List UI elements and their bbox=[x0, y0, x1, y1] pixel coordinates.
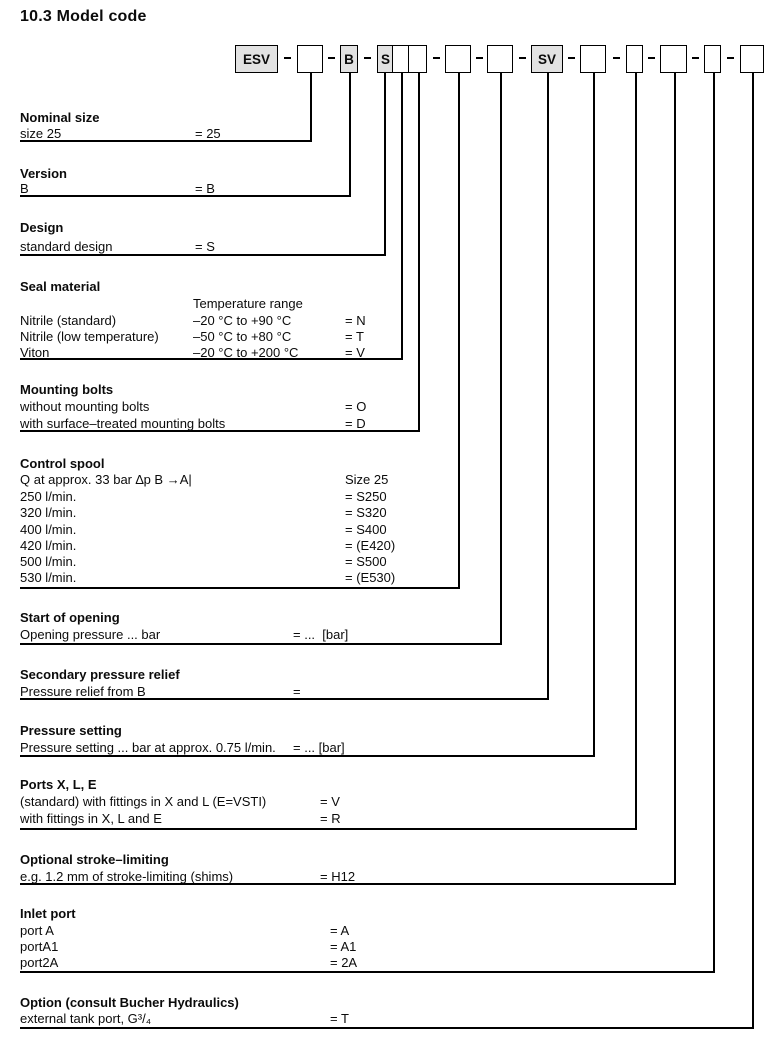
row-label: 530 l/min. bbox=[20, 570, 77, 585]
row-label: 250 l/min. bbox=[20, 489, 77, 504]
model-code-cell-sv: SV bbox=[531, 45, 563, 73]
code-separator-dash bbox=[613, 57, 620, 59]
row-code-value: = V bbox=[345, 345, 365, 360]
section-rule bbox=[20, 1027, 754, 1029]
section-rule bbox=[20, 140, 312, 142]
row-label: e.g. 1.2 mm of stroke-limiting (shims) bbox=[20, 869, 234, 884]
row-code-value: = T bbox=[330, 1011, 349, 1026]
section-title: Start of opening bbox=[20, 610, 120, 625]
code-separator-dash bbox=[727, 57, 734, 59]
row-temperature-range: –20 °C to +90 °C bbox=[193, 313, 292, 328]
model-code-cell-blank bbox=[392, 45, 410, 73]
row-code-value: = ... [bar] bbox=[293, 740, 345, 755]
section-title: Version bbox=[20, 166, 67, 181]
page-title: 10.3 Model code bbox=[20, 8, 147, 25]
row-label: 420 l/min. bbox=[20, 538, 77, 553]
section-title: Option (consult Bucher Hydraulics) bbox=[20, 995, 239, 1010]
connector-line bbox=[635, 73, 637, 830]
model-code-cell-blank bbox=[740, 45, 764, 73]
section-title: Seal material bbox=[20, 279, 101, 294]
row-label: B bbox=[20, 181, 29, 196]
section-title: Secondary pressure relief bbox=[20, 667, 180, 682]
row-code-value: = S250 bbox=[345, 489, 387, 504]
row-code-value: = N bbox=[345, 313, 366, 328]
row-code-value: = (E420) bbox=[345, 538, 396, 553]
code-separator-dash bbox=[433, 57, 440, 59]
model-code-cell-esv: ESV bbox=[235, 45, 278, 73]
row-label: 400 l/min. bbox=[20, 522, 77, 537]
row-label: size 25 bbox=[20, 126, 62, 141]
row-label: Pressure relief from B bbox=[20, 684, 146, 699]
connector-line bbox=[384, 73, 386, 256]
model-code-cell-blank bbox=[487, 45, 513, 73]
connector-line bbox=[752, 73, 754, 1029]
row-label: port A bbox=[20, 923, 54, 938]
section-title: Nominal size bbox=[20, 110, 100, 125]
connector-line bbox=[500, 73, 502, 645]
row-code-value: = bbox=[293, 684, 301, 699]
row-label: portA1 bbox=[20, 939, 59, 954]
model-code-cell-blank bbox=[704, 45, 721, 73]
model-code-cell-blank bbox=[626, 45, 643, 73]
row-label: without mounting bolts bbox=[20, 399, 150, 414]
section-title: Design bbox=[20, 220, 64, 235]
row-label: (standard) with fittings in X and L (E=VSTI) bbox=[20, 794, 267, 809]
row-code-value: = S320 bbox=[345, 505, 387, 520]
row-code-value: = B bbox=[195, 181, 215, 196]
row-label: Pressure setting ... bar at approx. 0.75 l/min. bbox=[20, 740, 276, 755]
row-label: port2A bbox=[20, 955, 59, 970]
row-code-value: = S500 bbox=[345, 554, 387, 569]
section-title: Optional stroke–limiting bbox=[20, 852, 169, 867]
section-title: Mounting bolts bbox=[20, 382, 114, 397]
row-label: 320 l/min. bbox=[20, 505, 77, 520]
code-separator-dash bbox=[568, 57, 575, 59]
section-title: Control spool bbox=[20, 456, 105, 471]
row-label: external tank port, G³/₄ bbox=[20, 1011, 152, 1026]
row-temperature-range: Temperature range bbox=[193, 296, 303, 311]
section-rule bbox=[20, 643, 502, 645]
connector-line bbox=[713, 73, 715, 973]
row-label: Opening pressure ... bar bbox=[20, 627, 161, 642]
connector-line bbox=[401, 73, 403, 360]
row-label: standard design bbox=[20, 239, 113, 254]
model-code-cell-blank bbox=[660, 45, 687, 73]
row-code-value: = S bbox=[195, 239, 215, 254]
row-code-value: = 25 bbox=[195, 126, 221, 141]
row-code-value: = S400 bbox=[345, 522, 387, 537]
row-label: Nitrile (low temperature) bbox=[20, 329, 159, 344]
model-code-cell-b: B bbox=[340, 45, 358, 73]
row-code-value: = A bbox=[330, 923, 350, 938]
row-code-value: = O bbox=[345, 399, 367, 414]
connector-line bbox=[418, 73, 420, 432]
code-separator-dash bbox=[692, 57, 699, 59]
code-separator-dash bbox=[476, 57, 483, 59]
code-separator-dash bbox=[328, 57, 335, 59]
row-code-value: = D bbox=[345, 416, 366, 431]
model-code-cell-blank bbox=[445, 45, 471, 73]
section-rule bbox=[20, 755, 595, 757]
connector-line bbox=[458, 73, 460, 589]
row-code-value: = R bbox=[320, 811, 341, 826]
row-code-value: = A1 bbox=[330, 939, 357, 954]
row-temperature-range: –20 °C to +200 °C bbox=[193, 345, 299, 360]
section-rule bbox=[20, 195, 351, 197]
section-rule bbox=[20, 254, 386, 256]
connector-line bbox=[674, 73, 676, 885]
row-label: Q at approx. 33 bar ∆p B →A| bbox=[20, 472, 192, 487]
row-code-value: Size 25 bbox=[345, 472, 389, 487]
row-label: Nitrile (standard) bbox=[20, 313, 117, 328]
code-separator-dash bbox=[284, 57, 291, 59]
model-code-cell-blank bbox=[408, 45, 427, 73]
row-code-value: = T bbox=[345, 329, 364, 344]
code-separator-dash bbox=[364, 57, 371, 59]
section-title: Pressure setting bbox=[20, 723, 122, 738]
section-rule bbox=[20, 587, 460, 589]
model-code-cell-blank bbox=[580, 45, 606, 73]
row-code-value: = 2A bbox=[330, 955, 358, 970]
row-code-value: = (E530) bbox=[345, 570, 396, 585]
section-title: Ports X, L, E bbox=[20, 777, 97, 792]
connector-line bbox=[593, 73, 595, 757]
connector-line bbox=[349, 73, 351, 197]
row-code-value: = ... [bar] bbox=[293, 627, 349, 642]
code-separator-dash bbox=[648, 57, 655, 59]
row-code-value: = H12 bbox=[320, 869, 356, 884]
connector-line bbox=[547, 73, 549, 700]
row-label: Viton bbox=[20, 345, 50, 360]
code-separator-dash bbox=[519, 57, 526, 59]
model-code-cell-s: S bbox=[377, 45, 394, 73]
connector-line bbox=[310, 73, 312, 142]
row-code-value: = V bbox=[320, 794, 340, 809]
row-label: 500 l/min. bbox=[20, 554, 77, 569]
model-code-cell-blank bbox=[297, 45, 323, 73]
row-label: with surface–treated mounting bolts bbox=[20, 416, 226, 431]
row-temperature-range: –50 °C to +80 °C bbox=[193, 329, 292, 344]
section-rule bbox=[20, 971, 715, 973]
section-title: Inlet port bbox=[20, 906, 76, 921]
row-label: with fittings in X, L and E bbox=[20, 811, 162, 826]
section-rule bbox=[20, 828, 637, 830]
